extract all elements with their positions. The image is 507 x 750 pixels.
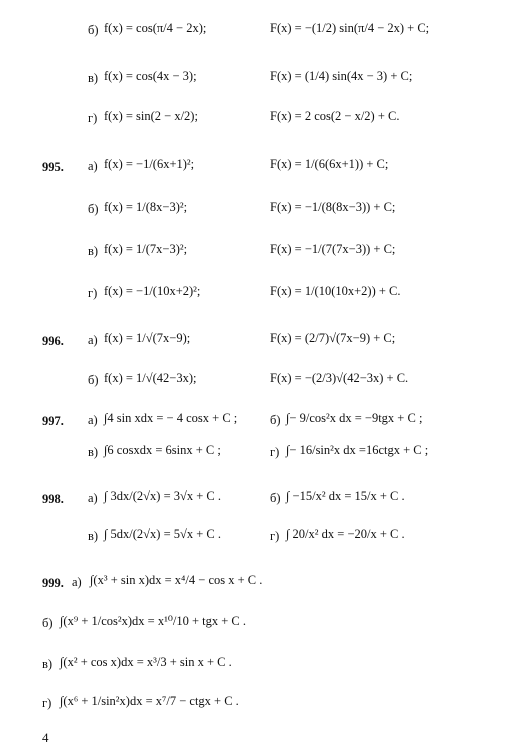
ex998-a-text: ∫ 3dx/(2√x) = 3√x + C . (104, 489, 222, 503)
ex995-b-f: f(x) = 1/(8x−3)²; (104, 200, 188, 214)
ex998-b-label: б) (270, 491, 281, 505)
ex995-b-label: б) (88, 202, 99, 216)
ex999-g-label: г) (42, 696, 52, 710)
ex994-b-F: F(x) = −(1/2) sin(π/4 − 2x) + C; (270, 21, 430, 35)
ex998-v-text: ∫ 5dx/(2√x) = 5√x + C . (104, 527, 222, 541)
ex995-v-f: f(x) = 1/(7x−3)²; (104, 242, 188, 256)
ex998-v-label: в) (88, 529, 99, 543)
ex994-b-label: б) (88, 23, 99, 37)
ex996-b-F: F(x) = −(2/3)√(42−3x) + C. (270, 371, 409, 385)
ex994-g-F: F(x) = 2 cos(2 − x/2) + C. (270, 109, 400, 123)
ex997-g-text: ∫− 16/sin²x dx =16ctgx + C ; (286, 443, 429, 457)
ex998-b-text: ∫ −15/x² dx = 15/x + C . (286, 489, 405, 503)
ex994-g-label: г) (88, 111, 98, 125)
ex995-number: 995. (42, 160, 64, 174)
ex999-a-label: а) (72, 575, 82, 589)
ex998-number: 998. (42, 492, 64, 506)
ex996-b-f: f(x) = 1/√(42−3x); (104, 371, 197, 385)
ex999-v-text: ∫(x² + cos x)dx = x³/3 + sin x + C . (60, 655, 232, 669)
ex995-b-F: F(x) = −1/(8(8x−3)) + C; (270, 200, 396, 214)
ex999-b-label: б) (42, 616, 53, 630)
ex995-a-F: F(x) = 1/(6(6x+1)) + C; (270, 157, 389, 171)
ex996-a-F: F(x) = (2/7)√(7x−9) + C; (270, 331, 396, 345)
ex998-a-label: а) (88, 491, 98, 505)
ex996-a-f: f(x) = 1/√(7x−9); (104, 331, 191, 345)
page-number: 4 (42, 730, 49, 745)
ex995-g-f: f(x) = −1/(10x+2)²; (104, 284, 201, 298)
ex997-b-text: ∫− 9/cos²x dx = −9tgx + C ; (286, 411, 423, 425)
ex995-v-label: в) (88, 244, 99, 258)
ex997-b-label: б) (270, 413, 281, 427)
ex999-a-text: ∫(x³ + sin x)dx = x⁴/4 − cos x + C . (90, 573, 263, 587)
ex998-g-label: г) (270, 529, 280, 543)
ex999-b-text: ∫(x⁹ + 1/cos²x)dx = x¹⁰/10 + tgx + C . (60, 614, 246, 628)
ex997-a-text: ∫4 sin xdx = − 4 cosx + C ; (104, 411, 238, 425)
ex999-g-text: ∫(x⁶ + 1/sin²x)dx = x⁷/7 − ctgx + C . (60, 694, 239, 708)
ex997-v-text: ∫6 cosxdx = 6sinx + C ; (104, 443, 221, 457)
ex994-g-f: f(x) = sin(2 − x/2); (104, 109, 198, 123)
ex997-number: 997. (42, 414, 64, 428)
ex994-v-F: F(x) = (1/4) sin(4x − 3) + C; (270, 69, 413, 83)
ex995-a-label: а) (88, 159, 98, 173)
ex995-v-F: F(x) = −1/(7(7x−3)) + C; (270, 242, 396, 256)
ex999-number: 999. (42, 576, 64, 590)
ex995-g-label: г) (88, 286, 98, 300)
ex995-g-F: F(x) = 1/(10(10x+2)) + C. (270, 284, 401, 298)
ex997-g-label: г) (270, 445, 280, 459)
ex998-g-text: ∫ 20/x² dx = −20/x + C . (286, 527, 405, 541)
ex999-v-label: в) (42, 657, 53, 671)
ex995-a-f: f(x) = −1/(6x+1)²; (104, 157, 195, 171)
ex996-a-label: а) (88, 333, 98, 347)
ex996-b-label: б) (88, 373, 99, 387)
ex994-v-label: в) (88, 71, 99, 85)
ex994-b-f: f(x) = cos(π/4 − 2x); (104, 21, 207, 35)
ex996-number: 996. (42, 334, 64, 348)
ex994-v-f: f(x) = cos(4x − 3); (104, 69, 197, 83)
ex997-a-label: а) (88, 413, 98, 427)
ex997-v-label: в) (88, 445, 99, 459)
